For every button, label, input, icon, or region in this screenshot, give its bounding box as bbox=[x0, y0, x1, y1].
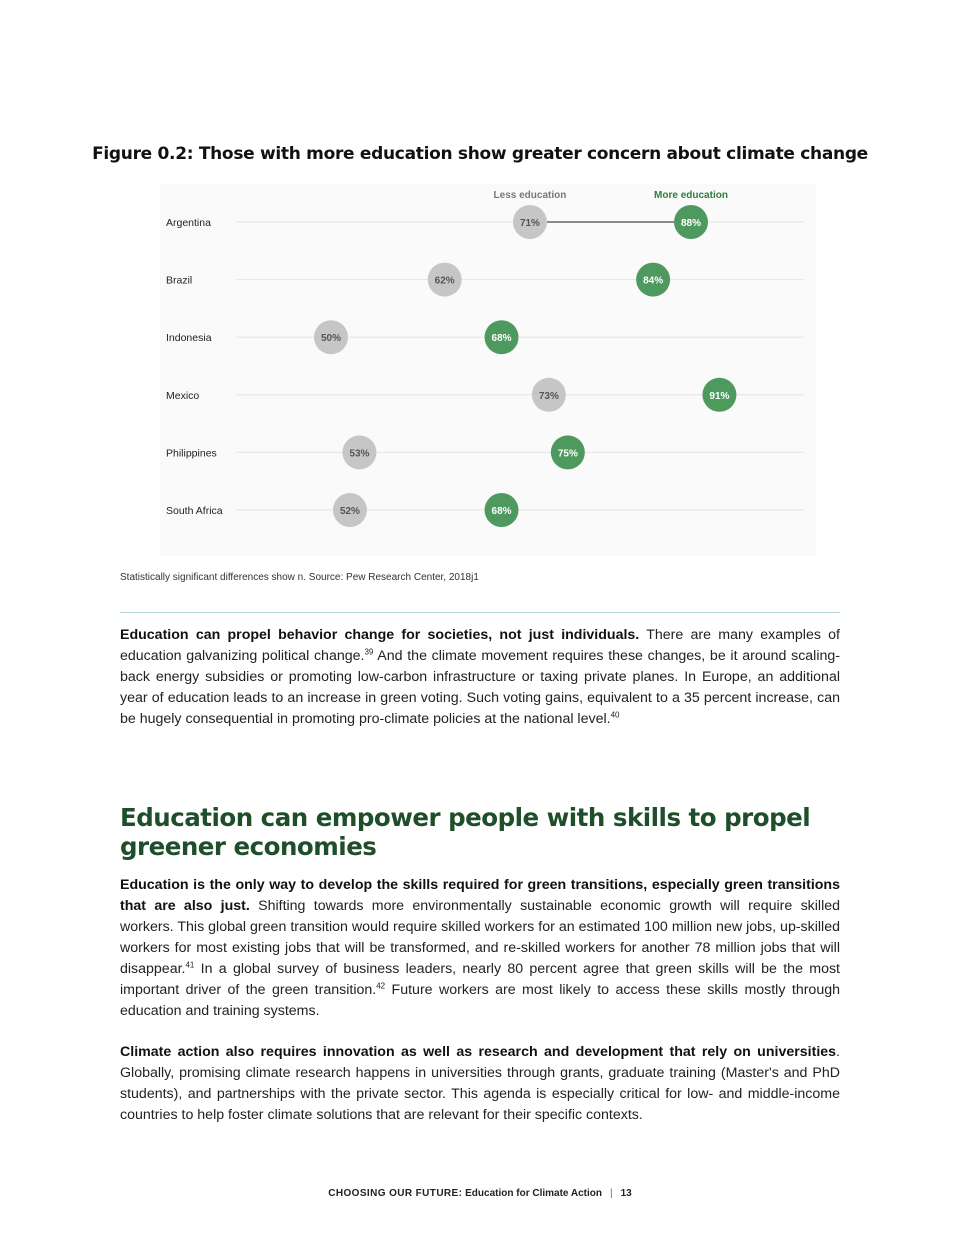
paragraph-text: And the climate movement requires these changes, be it around scaling-back energy subsidies or promoting low-carbon infrastructure or taxing private planes. In Europe, an additional year of education leads to an increase in green voting. Such voting gains, equivalent to a 35 percent increase, can be hugely consequential in promoting pro-climate policies at the national level. bbox=[120, 648, 840, 727]
footnote-ref: 42 bbox=[376, 981, 386, 991]
paragraph-lead: Education can propel behavior change for societies, not just individuals. bbox=[120, 627, 640, 643]
paragraph-text: In a global survey of business leaders, nearly 80 percent agree that green skills will be the most important driver of the green transition. bbox=[120, 961, 840, 998]
footnote-ref: 40 bbox=[610, 710, 620, 720]
paragraph-research bbox=[120, 1042, 840, 1126]
page-number: 13 bbox=[620, 1188, 632, 1199]
paragraph-green-skills bbox=[120, 875, 840, 1022]
value-label-less: 73% bbox=[538, 390, 559, 402]
figure-source: Statistically significant differences show n. Source: Pew Research Center, 2018j1 bbox=[120, 572, 479, 583]
value-label-more: 68% bbox=[491, 506, 512, 517]
category-label: Mexico bbox=[166, 389, 200, 402]
category-label: South Africa bbox=[166, 505, 223, 517]
category-label: Indonesia bbox=[166, 332, 212, 345]
legend-more-education: More education bbox=[654, 190, 728, 201]
page-footer bbox=[0, 1188, 960, 1199]
category-label: Argentina bbox=[166, 217, 211, 229]
paragraph-text: Shifting towards more environmentally sustainable economic growth will require skilled workers. This global green transition would require skilled workers for an estimated 100 million new jobs, up-skilled workers for most existing jobs that will be transformed, and re-skilled workers for another 78 million jobs that will disappear. bbox=[120, 898, 841, 977]
value-label-less: 53% bbox=[349, 448, 370, 460]
chart-svg bbox=[160, 184, 816, 556]
paragraph-behavior-change bbox=[120, 625, 840, 730]
value-label-more: 84% bbox=[643, 275, 664, 287]
footer-title-caps: CHOOSING OUR FUTURE: bbox=[328, 1188, 463, 1199]
value-label-more: 75% bbox=[557, 448, 578, 460]
value-label-less: 50% bbox=[320, 333, 342, 345]
footer-title: Education for Climate Action bbox=[462, 1188, 602, 1199]
value-label-less: 52% bbox=[339, 506, 360, 517]
legend-less-education: Less education bbox=[493, 190, 567, 201]
paragraph-lead: Education is the only way to develop the skills required for green transitions, especially green transitions that are also just. bbox=[120, 877, 840, 914]
paragraph-lead: Climate action also requires innovation as well as research and development that rely on universities bbox=[120, 1044, 837, 1060]
value-label-more: 68% bbox=[491, 333, 512, 345]
divider bbox=[120, 612, 840, 613]
dot-chart bbox=[160, 184, 816, 556]
footnote-ref: 41 bbox=[185, 960, 195, 970]
value-label-more: 91% bbox=[709, 390, 730, 402]
value-label-more: 88% bbox=[680, 218, 702, 229]
value-label-less: 71% bbox=[519, 218, 540, 229]
category-label: Philippines bbox=[166, 447, 217, 460]
category-label: Brazil bbox=[166, 274, 193, 287]
figure-title: Figure 0.2: Those with more education show greater concern about climate change bbox=[92, 144, 868, 164]
paragraph-text: Future workers are most likely to access these skills mostly through education and training systems. bbox=[120, 982, 840, 1019]
footer-separator: | bbox=[610, 1188, 613, 1199]
paragraph-text: . Globally, promising climate research happens in universities through grants, graduate training (Master's and PhD students), and partnerships with the private sector. This agenda is especially critical for low- and middle-income countries to help foster climate solutions that are relevant for their specific contexts. bbox=[120, 1044, 840, 1123]
section-heading: Education can empower people with skills to propel greener economies bbox=[120, 803, 811, 861]
paragraph-text: There are many examples of education galvanizing political change. bbox=[120, 627, 841, 664]
value-label-less: 62% bbox=[434, 275, 455, 287]
footnote-ref: 39 bbox=[364, 647, 374, 657]
